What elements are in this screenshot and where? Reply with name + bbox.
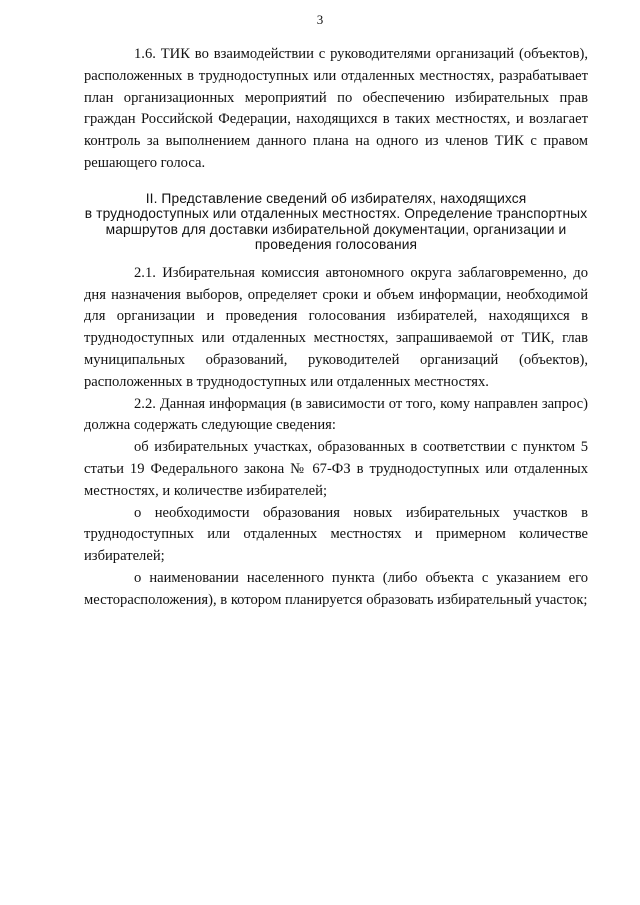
list-item-3: о наименовании населенного пункта (либо объекта с указанием его месторасположения), в котором планируется образовать избирательный участок; [84, 569, 588, 608]
list-item-2: о необходимости образования новых избирательных участков в труднодоступных или отдаленных местностях и примерном количестве избирателей; [84, 504, 588, 565]
page-number: 3 [316, 12, 324, 27]
paragraph-2-2: 2.2. Данная информация (в зависимости от того, кому направлен запрос) должна содержать следующие сведения: [84, 395, 588, 434]
heading-line-4: проведения голосования [254, 237, 418, 253]
document-body [84, 44, 588, 612]
paragraph-1-6: 1.6. ТИК во взаимодействии с руководителями организаций (объектов), расположенных в труднодоступных или отдаленных местностях, разрабатывает план организационных мероприятий по обеспечению избирательных прав граждан Российской Федерации, находящихся в таких местностях, и возлагает контроль за выполнением данного плана на одного из членов ТИК с правом решающего голоса. [84, 46, 588, 171]
paragraph-2-1: 2.1. Избирательная комиссия автономного округа заблаговременно, до дня назначения выборов, определяет сроки и объем информации, необходимой для организации и проведения голосования избирателей, находящихся в труднодоступных или отдаленных местностях, запрашиваемой от ТИК, глав муниципальных образований, руководителей организаций (объектов), расположенных в труднодоступных или отдаленных местностях. [84, 264, 588, 390]
heading-line-1: II. Представление сведений об избирателях, находящихся [145, 190, 527, 206]
heading-line-3: маршрутов для доставки избирательной документации, организации и [105, 221, 567, 237]
section-heading [84, 191, 588, 253]
heading-line-2: в труднодоступных или отдаленных местностях. Определение транспортных [84, 206, 588, 222]
list-item-1: об избирательных участках, образованных в соответствии с пунктом 5 статьи 19 Федерального закона № 67-ФЗ в труднодоступных или отдаленных местностях, и количестве избирателей; [84, 439, 588, 499]
